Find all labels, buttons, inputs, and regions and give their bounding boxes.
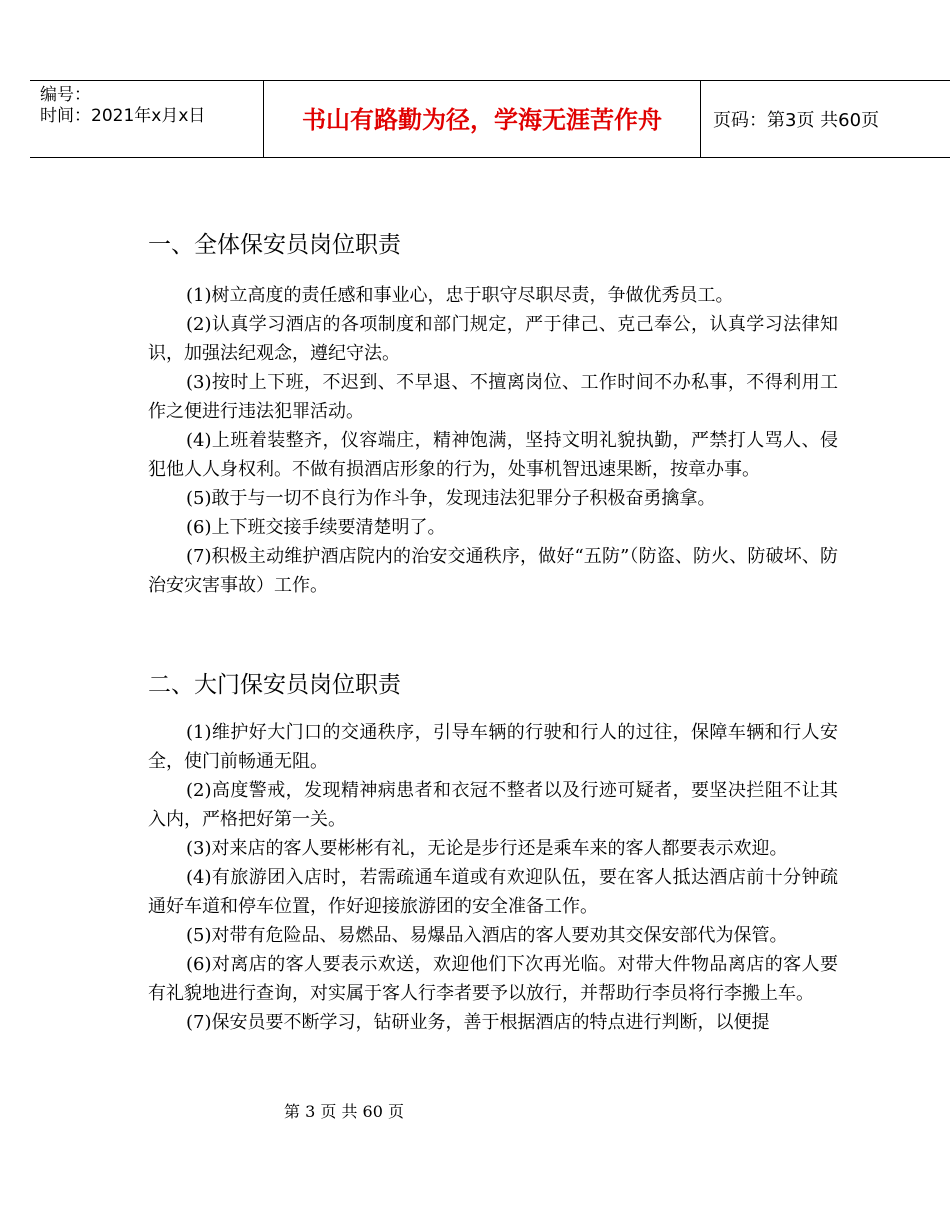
header-motto-cell: [264, 81, 701, 157]
time-label: 时间：2021年x月x日: [40, 106, 206, 126]
section-items: [148, 718, 838, 1037]
list-item: (4)上班着装整齐，仪容端庄，精神饱满，坚持文明礼貌执勤，严禁打人骂人、侵犯他人人身权利。不做有损酒店形象的行为，处事机智迅速果断，按章办事。: [148, 430, 838, 480]
list-item: (5)敢于与一切不良行为作斗争，发现违法犯罪分子积极奋勇擒拿。: [186, 488, 716, 509]
section-items: [148, 281, 838, 600]
list-item: (1)树立高度的责任感和事业心，忠于职守尽职尽责，争做优秀员工。: [186, 285, 734, 306]
list-item: (7)保安员要不断学习，钻研业务，善于根据酒店的特点进行判断，以便提: [186, 1012, 770, 1033]
list-item: (3)对来店的客人要彬彬有礼，无论是步行还是乘车来的客人都要表示欢迎。: [186, 838, 788, 859]
list-item: (5)对带有危险品、易燃品、易爆品入酒店的客人要劝其交保安部代为保管。: [186, 925, 788, 946]
number-label: 编号：: [40, 85, 91, 105]
document-header: [30, 80, 950, 158]
list-item: (6)上下班交接手续要清楚明了。: [186, 517, 446, 538]
section-title: 二、大门保安员岗位职责: [148, 672, 401, 698]
list-item: (4)有旅游团入店时，若需疏通车道或有欢迎队伍，要在客人抵达酒店前十分钟疏通好车道和停车位置，作好迎接旅游团的安全准备工作。: [148, 867, 838, 917]
header-page-cell: [701, 81, 950, 157]
list-item: (1)维护好大门口的交通秩序，引导车辆的行驶和行人的过往，保障车辆和行人安全，使门前畅通无阻。: [148, 722, 838, 772]
list-item: (2)认真学习酒店的各项制度和部门规定，严于律己、克己奉公，认真学习法律知识，加强法纪观念，遵纪守法。: [148, 314, 838, 364]
list-item: (2)高度警戒，发现精神病患者和衣冠不整者以及行迹可疑者，要坚决拦阻不让其入内，严格把好第一关。: [148, 780, 838, 830]
header-meta-cell: [30, 81, 264, 157]
list-item: (3)按时上下班，不迟到、不早退、不擅离岗位、工作时间不办私事，不得利用工作之便进行违法犯罪活动。: [148, 372, 838, 422]
list-item: (7)积极主动维护酒店院内的治安交通秩序，做好“五防”（防盗、防火、防破坏、防治安灾害事故）工作。: [148, 546, 838, 596]
section-title: 一、全体保安员岗位职责: [148, 232, 401, 258]
page-footer: 第 3 页 共 60 页: [284, 1102, 404, 1121]
list-item: (6)对离店的客人要表示欢送，欢迎他们下次再光临。对带大件物品离店的客人要有礼貌地进行查询，对实属于客人行李者要予以放行，并帮助行李员将行李搬上车。: [148, 954, 838, 1004]
motto-text: 书山有路勤为径，学海无涯苦作舟: [302, 106, 662, 134]
page-info: 页码：第3页 共60页: [713, 110, 880, 131]
